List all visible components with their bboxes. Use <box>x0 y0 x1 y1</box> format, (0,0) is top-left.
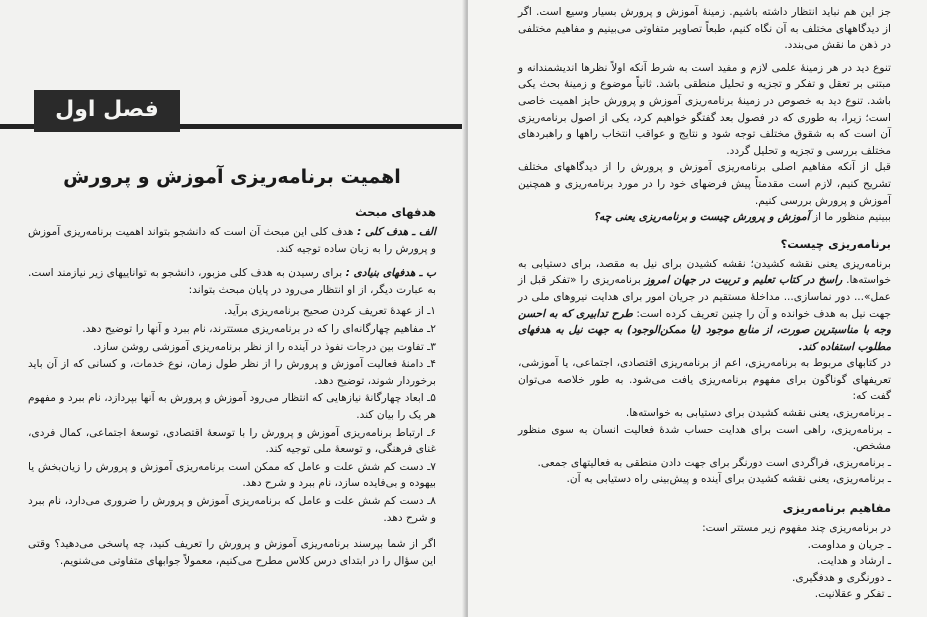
paragraph: در برنامه‌ریزی چند مفهوم زیر مستتر است: <box>702 522 891 535</box>
chapter-banner <box>28 78 436 150</box>
concept-item: ـ جریان و مداومت. <box>807 538 891 551</box>
general-objective-label: الف ـ هدف کلی : <box>356 226 436 238</box>
right-page <box>468 0 927 617</box>
paragraph <box>518 209 891 226</box>
objective-item: ۲ـ مفاهیم چهارگانه‌ای را که در برنامه‌ریزی مستترند، نام ببرد و آنها را توضیح دهد. <box>82 322 436 335</box>
objective-item: ۶ـ ارتباط برنامه‌ریزی آموزش و پرورش را با توسعهٔ اقتصادی، توسعهٔ اجتماعی، کمال فردی، غنای فرهنگی، و توسعهٔ ملی توجیه کند. <box>28 426 436 456</box>
paragraph <box>518 256 891 356</box>
paragraph-start: ببینیم منظور ما از <box>813 211 891 224</box>
definition-item: ـ برنامه‌ریزی، یعنی نقشه کشیدن برای دستیابی به خواسته‌ها. <box>625 407 891 420</box>
paragraph: در کتابهای مربوط به برنامه‌ریزی، اعم از برنامه‌ریزی اقتصادی، اجتماعی، یا آموزشی، تعریفهای گوناگون برای مفهوم برنامه‌ریزی یافت می‌شود. به طور خلاصه می‌توان گفت که: <box>518 357 891 403</box>
definition-item: ـ برنامه‌ریزی، راهی است برای هدایت حساب شدهٔ فعالیت انسان به سوی منظور مشخص. <box>518 423 891 453</box>
objective-item: ۵ـ ابعاد چهارگانهٔ نیازهایی که انتظار می‌رود آموزش و پرورش به آنها بپردازد، نام ببرد و مفهوم هر یک را بیان کند. <box>28 392 436 421</box>
chapter-label: فصل اول <box>34 90 180 132</box>
definition-text: برنامه‌ریزی یعنی نقشه کشیدن؛ نقشه کشیدن برای نیل به مقصد، برای دستیابی به خواسته‌ها. <box>518 257 891 287</box>
definition-item: ـ برنامه‌ریزی، یعنی نقشه کشیدن برای آینده و پیش‌بینی راه دستیابی به آن. <box>566 473 891 486</box>
general-objective <box>28 224 436 257</box>
behavioral-objective-text: برای رسیدن به هدف کلی مزبور، دانشجو به تواناییهای زیر نیازمند است. به عبارت دیگر، از او انتظار می‌رود در پایان مبحث بتواند: <box>28 267 436 296</box>
behavioral-objective <box>28 265 436 298</box>
book-reference: راسخ در کتاب تعلیم و تربیت در جهان امروز <box>644 274 843 287</box>
definition-item: ـ برنامه‌ریزی، فراگردی است دورنگر برای جهت دادن منطقی به فعالیتهای جمعی. <box>537 456 891 469</box>
emphasized-question: آموزش و پرورش چیست و برنامه‌ریزی یعنی چه؟ <box>593 211 810 224</box>
concept-item: ـ دورنگری و هدفگیری. <box>792 571 891 584</box>
objective-item: ۱ـ از عهدهٔ تعریف کردن صحیح برنامه‌ریزی برآید. <box>224 305 436 318</box>
paragraph: قبل از آنکه مفاهیم اصلی برنامه‌ریزی آموزش و پرورش را از دیدگاههای مختلف تشریح کنیم، لازم است مقدمتاً پیش فرضهای خود را در مورد برنامه‌ریزی و همچنین آموزش و پرورش بررسی کنیم. <box>518 161 891 207</box>
objectives-heading: هدفهای مبحث <box>355 205 436 219</box>
heading-what-is-planning: برنامه‌ریزی چیست؟ <box>780 236 891 251</box>
heading-planning-concepts: مفاهیم برنامه‌ریزی <box>782 501 891 516</box>
concept-item: ـ تفکر و عقلانیت. <box>814 588 891 601</box>
behavioral-objective-label: ب ـ هدفهای بنیادی : <box>345 267 436 280</box>
objective-item: ۷ـ دست کم شش علت و عامل که ممکن است برنامه‌ریزی آموزش و پرورش را زیان‌بخش یا بیهوده و بی‌فایده سازد، نام ببرد و شرح دهد. <box>28 460 436 490</box>
chapter-title: اهمیت برنامه‌ریزی آموزش و پرورش <box>63 166 401 188</box>
quoted-definition: طرح تدابیری که به احسن وجه با مناسبترین صورت، از منابع موجود (یا ممکن‌الوجود) به جهت نیل به هدفهای مطلوب استفاده کند. <box>518 307 891 353</box>
general-objective-text: هدف کلی این مبحث آن است که دانشجو بتواند اهمیت برنامه‌ریزی آموزش و پرورش را به زبان ساده توجیه کند. <box>28 226 436 255</box>
paragraph: تنوع دید در هر زمینهٔ علمی لازم و مفید است به شرط آنکه اولاً نظرها اندیشمندانه و مبتنی بر تعقل و تفکر و تجزیه و تحلیل منطقی باشد. ثانیاً موضوع و زمینهٔ بحث یکی باشد. تنوع دید به خصوص در زمینهٔ برنامه‌ریزی آموزش و پرورش حایز اهمیت خاصی است؛ زیرا، به طوری که در فصول بعد گفتگو خواهیم کرد، یکی از اصول برنامه‌ریزی آن است که به شقوق مختلف توجه شود و نتایج و عواقب انتخاب راهها و راهبردهای مختلف بررسی و تجزیه و تحلیل گردد. <box>518 61 891 157</box>
objective-item: ۴ـ دامنهٔ فعالیت آموزش و پرورش را از نظر طول زمان، نوع خدمات، و کسانی که از آن باید برخوردار شوند، توضیح دهد. <box>28 358 436 387</box>
closing-paragraph: اگر از شما بپرسند برنامه‌ریزی آموزش و پرورش را تعریف کنید، چه پاسخی می‌دهید؟ وقتی این سؤال را در ابتدای درس کلاس مطرح می‌کنیم، معمولاً جوابهای متفاوتی می‌شنویم. <box>28 538 436 567</box>
concept-item: ـ ارشاد و هدایت. <box>816 555 891 568</box>
objective-item: ۳ـ تفاوت بین درجات نفوذ در آینده را از نظر برنامه‌ریزی آموزشی روشن سازد. <box>92 340 436 353</box>
objective-item: ۸ـ دست کم شش علت و عامل که برنامه‌ریزی آموزش و پرورش را ضروری می‌دارد، نام ببرد و شرح دهد. <box>28 494 436 524</box>
definition-text: برنامه‌ریزی را «تفکر قبل از عمل»... دور نماسازی... مداخلهٔ مستقیم در جریان امور برای هدایت نیروهای ملی در جهت نیل به هدف خوانده و آن را چنین تعریف کرده است: <box>518 274 891 320</box>
paragraph: جز این هم نباید انتظار داشته باشیم. زمینهٔ آموزش و پرورش بسیار وسیع است. اگر از دیدگاههای مختلف به آن نگاه کنیم، طبعاً تصاویر متفاوتی می‌بینیم و مفاهیم مختلفی در ذهن ما نقش می‌بندد. <box>518 6 891 52</box>
